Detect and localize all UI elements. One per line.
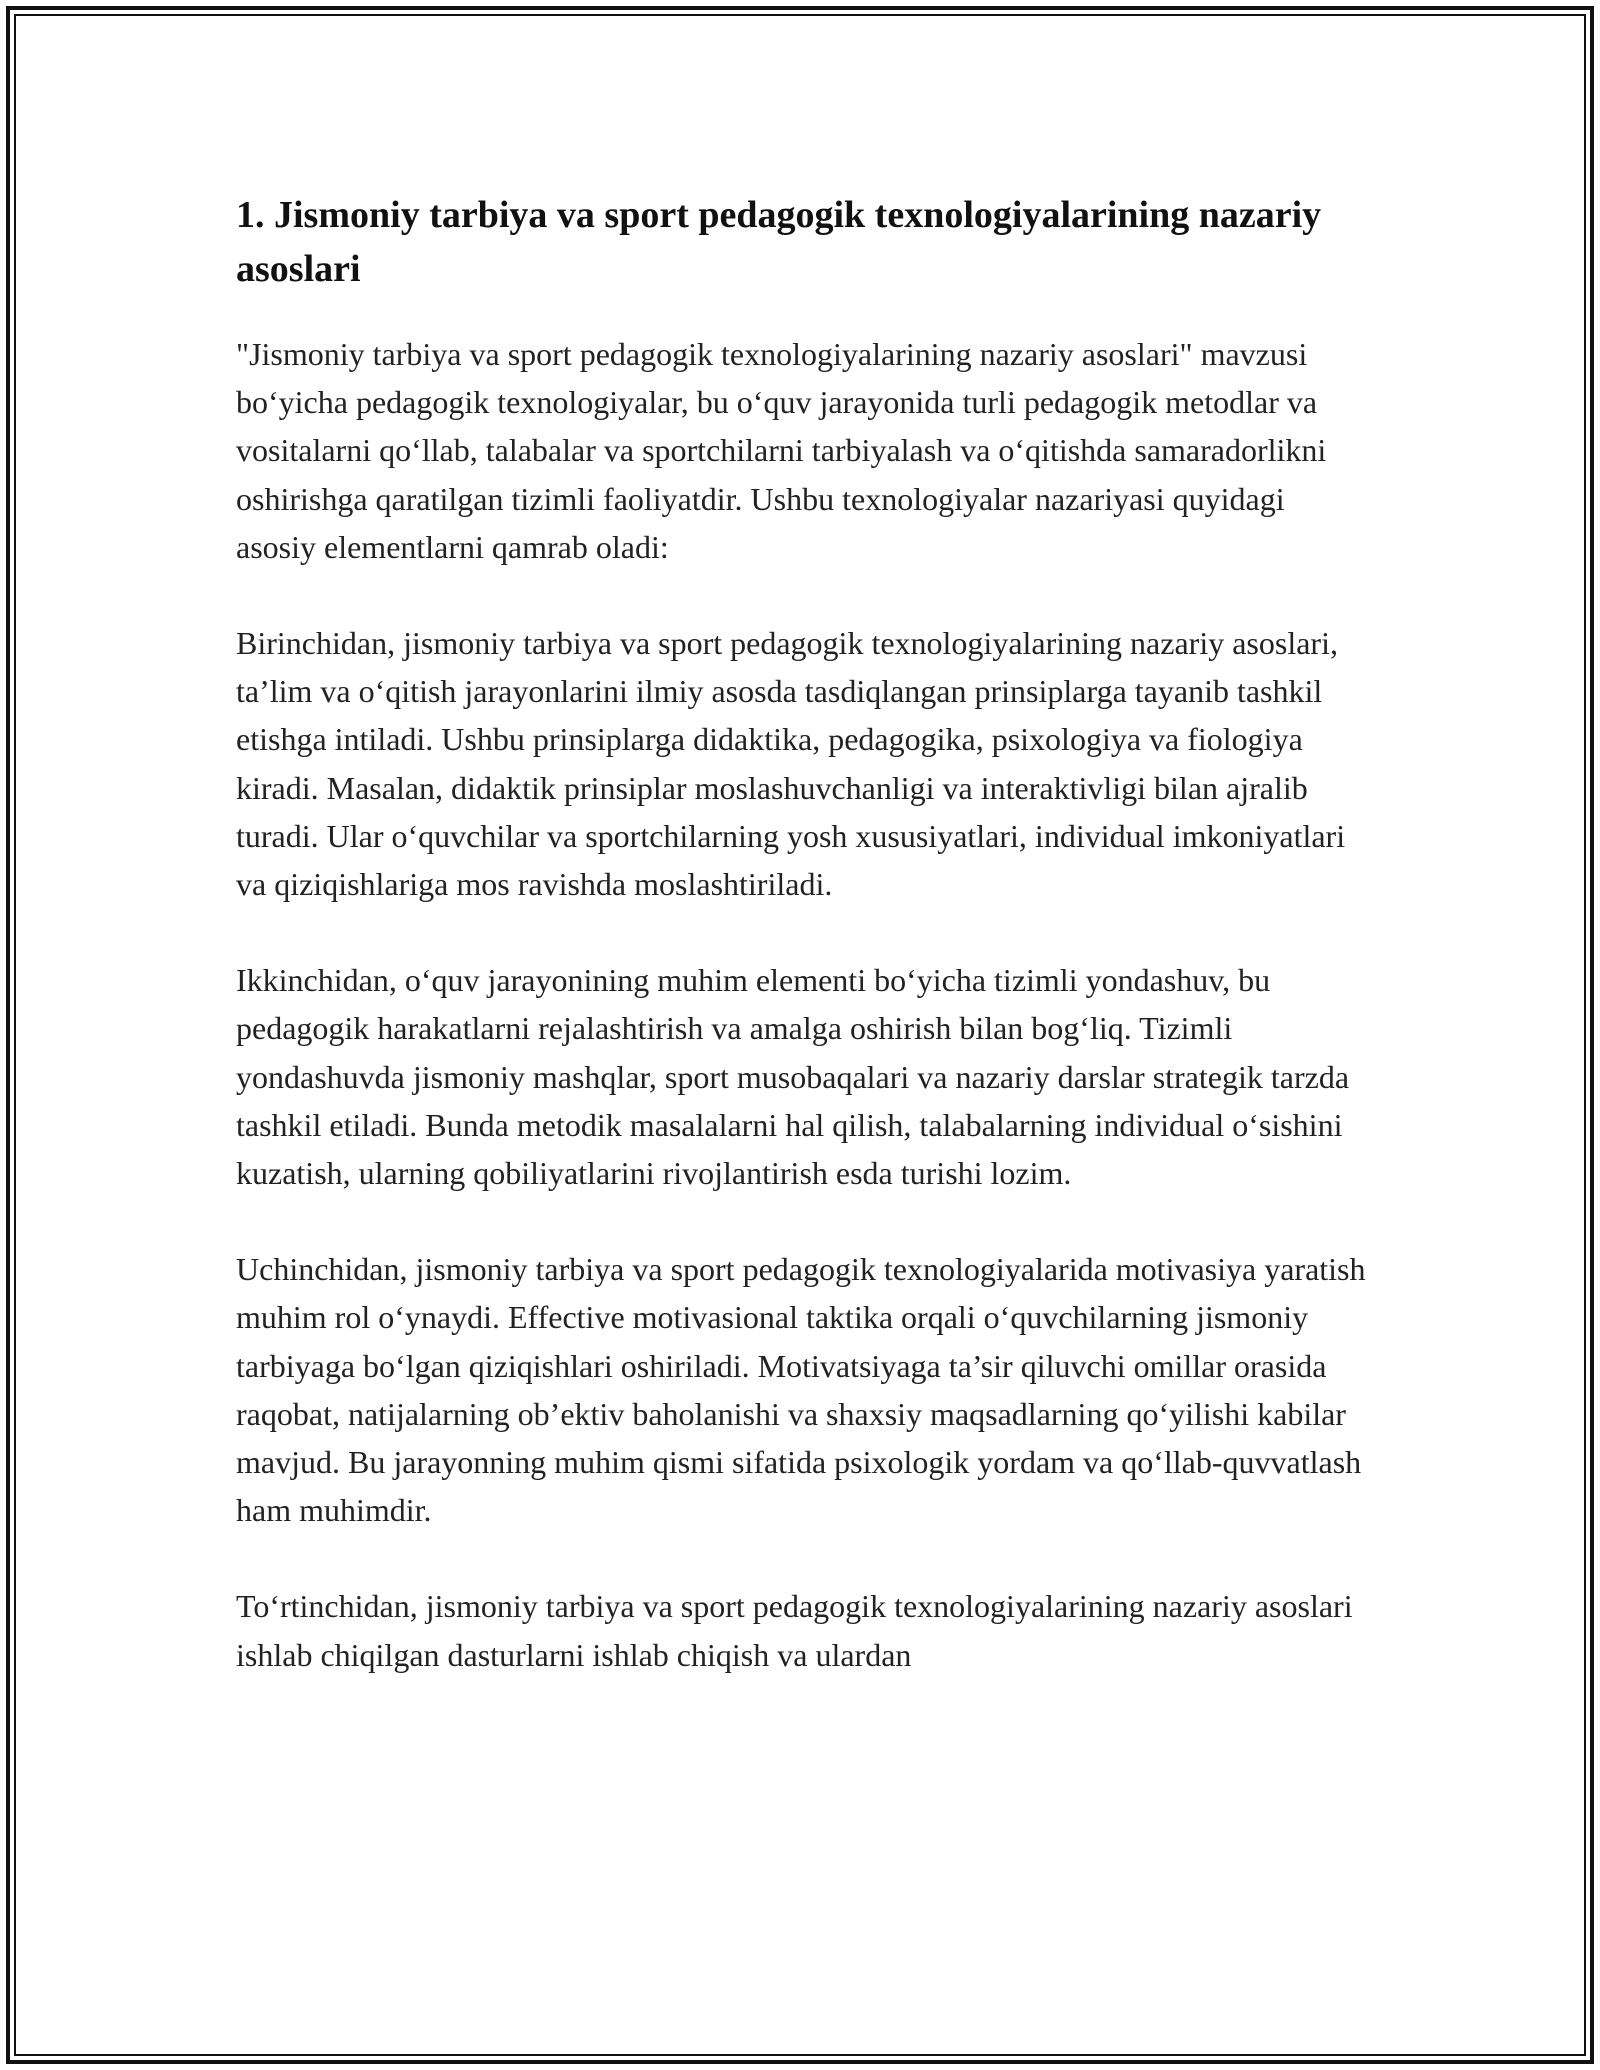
paragraph-intro: "Jismoniy tarbiya va sport pedagogik texnologiyalarining nazariy asoslari" mavzusi bo‘yicha pedagogik texnologiyalar, bu o‘quv jarayonida turli pedagogik metodlar va vositalarni qo‘llab, talabalar va sportchilarni tarbiyalash va o‘qitishda samaradorlikni oshirishga qaratilgan tizimli faoliyatdir. Ushbu texnologiyalar nazariyasi quyidagi asosiy elementlarni qamrab oladi: <box>236 336 1327 565</box>
document-body <box>236 188 1366 1727</box>
paragraph-third: Uchinchidan, jismoniy tarbiya va sport pedagogik texnologiyalarida motivasiya yaratish muhim rol o‘ynaydi. Effective motivasional taktika orqali o‘quvchilarning jismoniy tarbiyaga bo‘lgan qiziqishlari oshiriladi. Motivatsiyaga ta’sir qiluvchi omillar orasida raqobat, natijalarning ob’ektiv baholanishi va shaxsiy maqsadlarning qo‘yilishi kabilar mavjud. Bu jarayonning muhim qismi sifatida psixologik yordam va qo‘llab-quvvatlash ham muhimdir. <box>236 1251 1366 1529</box>
paragraph-first: Birinchidan, jismoniy tarbiya va sport pedagogik texnologiyalarining nazariy asoslari, ta’lim va o‘qitish jarayonlarini ilmiy asosda tasdiqlangan prinsiplarga tayanib tashkil etishga intiladi. Ushbu prinsiplarga didaktika, pedagogika, psixologiya va fiologiya kiradi. Masalan, didaktik prinsiplar moslashuvchanligi va interaktivligi bilan ajralib turadi. Ular o‘quvchilar va sportchilarning yosh xususiyatlari, individual imkoniyatlari va qiziqishlariga mos ravishda moslashtiriladi. <box>236 625 1346 903</box>
section-heading: 1. Jismoniy tarbiya va sport pedagogik texnologiyalarining nazariy asoslari <box>236 194 1322 290</box>
paragraph-second: Ikkinchidan, o‘quv jarayonining muhim elementi bo‘yicha tizimli yondashuv, bu pedagogik harakatlarni rejalashtirish va amalga oshirish bilan bog‘liq. Tizimli yondashuvda jismoniy mashqlar, sport musobaqalari va nazariy darslar strategik tarzda tashkil etiladi. Bunda metodik masalalarni hal qilish, talabalarning individual o‘sishini kuzatish, ularning qobiliyatlarini rivojlantirish esda turishi lozim. <box>236 962 1350 1192</box>
paragraph-fourth: To‘rtinchidan, jismoniy tarbiya va sport pedagogik texnologiyalarining nazariy asoslari ishlab chiqilgan dasturlarni ishlab chiqish va ulardan <box>236 1588 1353 1673</box>
